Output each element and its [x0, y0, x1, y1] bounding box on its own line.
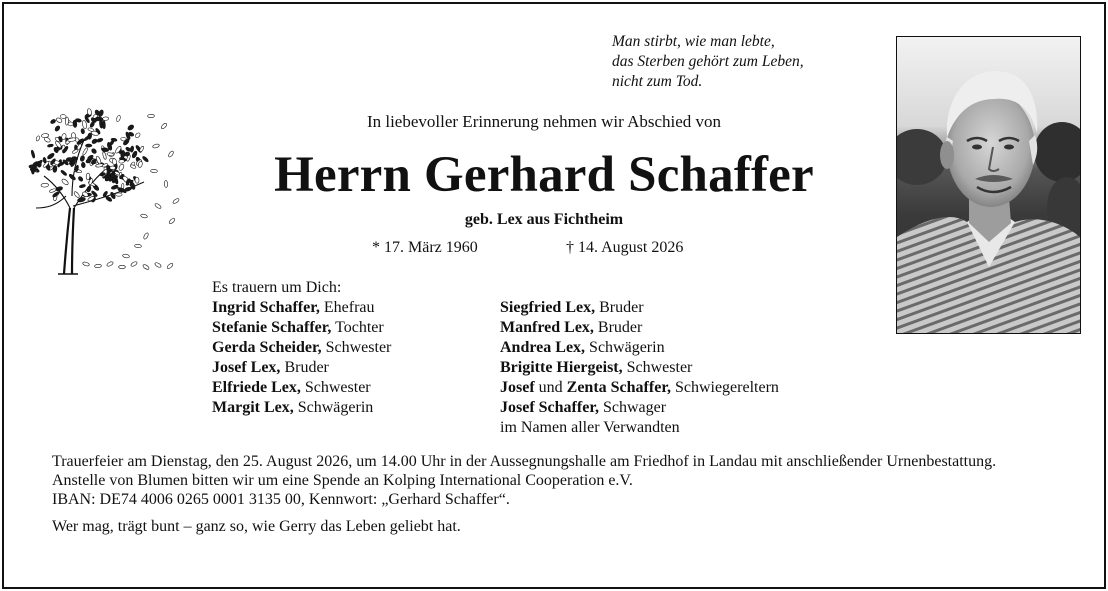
mourners-heading: Es trauern um Dich: — [212, 279, 342, 296]
leaf-mark — [134, 132, 140, 139]
leaf-mark — [119, 159, 125, 163]
leaf-mark — [135, 177, 140, 183]
leaf-mark — [41, 133, 49, 138]
mourner-row — [212, 378, 391, 398]
leaf-mark — [54, 125, 61, 132]
mourner-name: Elfriede Lex, — [212, 379, 301, 396]
falling-leaf-mark — [168, 217, 175, 224]
falling-leaf-mark — [154, 262, 162, 268]
mourner-name: Stefanie Schaffer, — [212, 319, 332, 336]
leaf-mark — [79, 184, 86, 188]
mourners-list-right — [500, 298, 779, 438]
quote-line-1: Man stirbt, wie man lebte, — [612, 33, 775, 50]
leaf-mark — [61, 178, 69, 186]
mourner-name: Josef Schaffer, — [500, 399, 599, 416]
falling-leaf-mark — [94, 264, 101, 268]
portrait-photo — [896, 36, 1081, 334]
falling-leaf-mark — [142, 264, 150, 270]
leaf-mark — [49, 188, 56, 193]
mourner-row — [500, 398, 779, 418]
falling-leaf-mark — [164, 180, 168, 187]
leaf-mark — [66, 157, 73, 161]
mourner-relation: Schwiegereltern — [670, 379, 779, 396]
deceased-name: Herrn Gerhard Schaffer — [274, 147, 814, 203]
leaf-mark — [60, 114, 66, 118]
leaf-mark — [115, 193, 122, 196]
mourner-row — [212, 318, 391, 338]
falling-leaf-mark — [172, 198, 180, 205]
leaf-mark — [78, 176, 84, 182]
mourner-relation: Schwager — [598, 399, 667, 416]
leaf-mark — [31, 150, 36, 159]
mourner-relation: Schwägerin — [293, 399, 374, 416]
leaf-mark — [68, 173, 76, 181]
leaf-mark — [36, 135, 41, 141]
mourner-name: Andrea Lex, — [500, 339, 586, 356]
mourner-row — [500, 318, 779, 338]
leaf-mark — [72, 149, 79, 154]
mourner-name: Zenta Schaffer, — [566, 379, 671, 396]
leaf-mark — [41, 183, 49, 187]
memorial-quote — [612, 32, 804, 92]
mourner-relation: Schwester — [321, 339, 392, 356]
leaf-mark — [103, 117, 109, 121]
falling-leaf-mark — [140, 214, 147, 219]
leaf-mark — [68, 122, 74, 126]
mourner-name: Brigitte Hiergeist, — [500, 359, 623, 376]
mourner-name: Manfred Lex, — [500, 319, 594, 336]
leaf-mark — [50, 119, 56, 125]
intro-text: In liebevoller Erinnerung nehmen wir Abschied von — [366, 112, 722, 131]
leaf-mark — [80, 155, 86, 162]
leaf-mark — [91, 148, 98, 154]
falling-leaf-mark — [106, 261, 114, 267]
leaf-mark — [30, 168, 37, 171]
leaf-mark — [91, 138, 98, 144]
leaf-mark — [82, 147, 88, 155]
falling-leaf-mark — [168, 150, 175, 158]
quote-line-3: nicht zum Tod. — [612, 73, 703, 90]
birth-name: geb. Lex aus Fichtheim — [464, 211, 624, 228]
leaf-mark — [130, 164, 136, 169]
mourner-row — [212, 298, 391, 318]
leaf-mark — [112, 158, 117, 165]
falling-leaf-mark — [134, 244, 141, 248]
falling-leaf-mark — [148, 114, 155, 118]
mourner-row — [500, 358, 779, 378]
leaf-mark — [130, 146, 134, 153]
tree-icon — [26, 96, 181, 278]
mourner-relation: Schwägerin — [585, 339, 665, 356]
mourner-relation: Tochter — [331, 319, 384, 336]
obituary-notice — [2, 2, 1106, 589]
mourner-row — [500, 338, 779, 358]
falling-leaf-mark — [143, 232, 149, 240]
quote-line-2: das Sterben gehört zum Leben, — [612, 53, 804, 70]
leaf-mark — [111, 184, 119, 190]
leaf-mark — [73, 191, 80, 199]
falling-leaf-mark — [119, 265, 126, 268]
mourner-relation: Bruder — [593, 319, 643, 336]
mourner-name: Siegfried Lex, — [500, 299, 596, 316]
mourner-row — [212, 398, 391, 418]
leaf-mark — [86, 173, 90, 180]
leaf-mark — [81, 162, 86, 168]
mourner-name: Josef — [500, 379, 535, 396]
mourner-relation: Bruder — [595, 299, 644, 316]
mourner-row — [500, 298, 779, 318]
leaf-mark — [102, 151, 107, 159]
falling-leaf-mark — [152, 143, 159, 148]
falling-leaf-mark — [150, 169, 157, 173]
leaf-mark — [88, 127, 95, 132]
mourner-name: Gerda Scheider, — [212, 339, 322, 356]
mourner-row — [212, 338, 391, 358]
donation-info: Anstelle von Blumen bitten wir um eine Spende an Kolping International Cooperation e.V. — [52, 472, 633, 489]
mourners-closing: im Namen aller Verwandten — [500, 419, 680, 436]
leaf-mark — [65, 117, 69, 125]
mourner-relation: Ehefrau — [319, 299, 375, 316]
service-details — [52, 452, 1082, 536]
leaf-mark — [116, 115, 122, 122]
falling-leaf-mark — [160, 122, 167, 129]
leaf-mark — [127, 124, 135, 131]
birth-date: * 17. März 1960 — [372, 239, 478, 256]
falling-leaf-mark — [130, 261, 138, 267]
mourner-joiner: und — [534, 379, 567, 396]
falling-leaf-mark — [122, 254, 129, 259]
mourner-name: Margit Lex, — [212, 399, 294, 416]
falling-leaf-mark — [166, 263, 173, 270]
leaf-mark — [73, 120, 77, 128]
leaf-mark — [81, 128, 85, 134]
mourner-relation: Schwester — [300, 379, 371, 396]
leaf-mark — [139, 146, 144, 153]
leaf-mark — [118, 163, 125, 171]
leaf-mark — [53, 165, 58, 172]
falling-leaf-mark — [82, 261, 90, 266]
mourner-relation: Bruder — [280, 359, 329, 376]
mourner-row — [212, 358, 391, 378]
iban-info: IBAN: DE74 4006 0265 0001 3135 00, Kennwort: „Gerhard Schaffer“. — [52, 491, 510, 508]
leaf-mark — [86, 185, 91, 192]
leaf-mark — [60, 170, 67, 176]
leaf-mark — [110, 166, 116, 170]
death-date: † 14. August 2026 — [566, 239, 684, 256]
falling-leaf-mark — [154, 203, 162, 210]
mourners-list-left — [212, 298, 391, 418]
leaf-mark — [86, 144, 92, 147]
mourner-relation: Schwester — [622, 359, 693, 376]
mourner-name: Ingrid Schaffer, — [212, 299, 320, 316]
leaf-mark — [47, 144, 53, 148]
leaf-mark — [142, 156, 149, 163]
service-info: Trauerfeier am Dienstag, den 25. August 2026, um 14.00 Uhr in der Aussegnungshalle am Friedhof in Landau mit anschließender Urnenbestattung. — [52, 453, 997, 470]
mourner-name: Josef Lex, — [212, 359, 281, 376]
closing-line: Wer mag, trägt bunt – ganz so, wie Gerry das Leben geliebt hat. — [52, 518, 461, 535]
mourner-row — [500, 378, 779, 398]
leaf-mark — [101, 147, 109, 152]
